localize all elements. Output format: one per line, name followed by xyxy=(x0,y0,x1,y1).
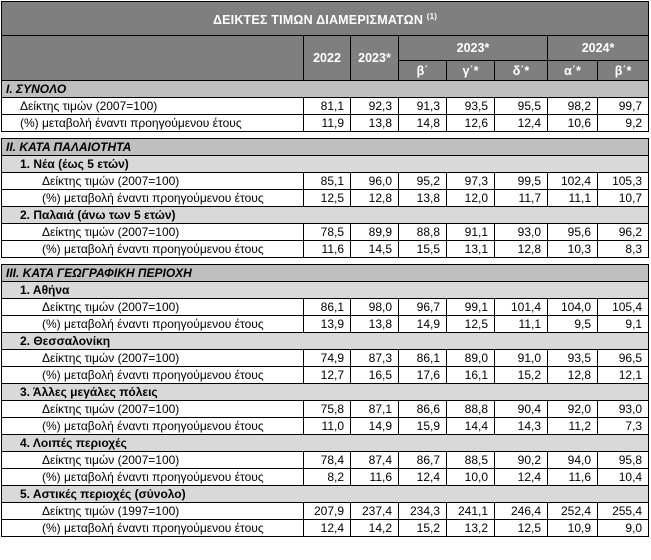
value-cell: 13,2 xyxy=(447,520,495,537)
value-cell: 90,4 xyxy=(495,401,548,418)
table-title xyxy=(2,2,649,36)
table-row xyxy=(2,190,649,207)
spacer-cell xyxy=(2,258,649,265)
value-cell: 11,7 xyxy=(495,190,548,207)
table-row xyxy=(2,452,649,469)
header-2023-annual: 2023* xyxy=(351,36,399,81)
value-cell: 16,1 xyxy=(447,367,495,384)
subsection-header-row xyxy=(2,384,649,401)
value-cell: 81,1 xyxy=(304,98,351,115)
value-cell: 15,5 xyxy=(399,241,447,258)
value-cell: 87,1 xyxy=(351,401,399,418)
value-cell: 15,2 xyxy=(399,520,447,537)
value-cell: 95,5 xyxy=(495,98,548,115)
table-row xyxy=(2,98,649,115)
subsection-header-row xyxy=(2,435,649,452)
table-title-text: ΔΕΙΚΤΕΣ ΤΙΜΩΝ ΔΙΑΜΕΡΙΣΜΑΤΩΝ xyxy=(212,13,424,28)
value-cell: 12,8 xyxy=(548,367,598,384)
subsection-header-row xyxy=(2,282,649,299)
value-cell: 91,3 xyxy=(399,98,447,115)
value-cell: 11,1 xyxy=(548,190,598,207)
value-cell: 99,5 xyxy=(495,173,548,190)
value-cell: 96,7 xyxy=(399,299,447,316)
table-row xyxy=(2,241,649,258)
section-title: II. ΚΑΤΑ ΠΑΛΑΙΟΤΗΤΑ xyxy=(2,139,649,156)
value-cell: 93,5 xyxy=(548,350,598,367)
header-blank-cell xyxy=(2,36,304,81)
value-cell: 12,8 xyxy=(351,190,399,207)
value-cell: 91,1 xyxy=(447,224,495,241)
table-row xyxy=(2,316,649,333)
row-label: (%) μεταβολή έναντι προηγούμενου έτους xyxy=(2,469,304,486)
table-title-row xyxy=(2,2,649,36)
value-cell: 87,4 xyxy=(351,452,399,469)
value-cell: 105,3 xyxy=(598,173,649,190)
value-cell: 94,0 xyxy=(548,452,598,469)
header-2024-q2: β΄* xyxy=(598,61,649,81)
value-cell: 14,9 xyxy=(399,316,447,333)
value-cell: 75,8 xyxy=(304,401,351,418)
value-cell: 14,8 xyxy=(399,115,447,132)
value-cell: 9,5 xyxy=(548,316,598,333)
value-cell: 97,3 xyxy=(447,173,495,190)
row-label: (%) μεταβολή έναντι προηγούμενου έτους xyxy=(2,520,304,537)
value-cell: 88,8 xyxy=(399,224,447,241)
value-cell: 104,0 xyxy=(548,299,598,316)
value-cell: 11,9 xyxy=(304,115,351,132)
value-cell: 12,4 xyxy=(495,115,548,132)
row-label: (%) μεταβολή έναντι προηγούμενου έτους xyxy=(2,316,304,333)
value-cell: 101,4 xyxy=(495,299,548,316)
table-row xyxy=(2,224,649,241)
subsection-header-row xyxy=(2,486,649,503)
value-cell: 8,2 xyxy=(304,469,351,486)
value-cell: 13,8 xyxy=(399,190,447,207)
value-cell: 252,4 xyxy=(548,503,598,520)
value-cell: 12,6 xyxy=(447,115,495,132)
section-header-row xyxy=(2,139,649,156)
table-row xyxy=(2,401,649,418)
value-cell: 12,1 xyxy=(598,367,649,384)
section-spacer xyxy=(2,132,649,139)
value-cell: 11,2 xyxy=(548,418,598,435)
value-cell: 11,6 xyxy=(304,241,351,258)
value-cell: 89,0 xyxy=(447,350,495,367)
subsection-title: 5. Αστικές περιοχές (σύνολο) xyxy=(2,486,649,503)
value-cell: 88,5 xyxy=(447,452,495,469)
row-label: (%) μεταβολή έναντι προηγούμενου έτους xyxy=(2,367,304,384)
value-cell: 9,1 xyxy=(598,316,649,333)
value-cell: 10,9 xyxy=(548,520,598,537)
subsection-header-row xyxy=(2,207,649,224)
value-cell: 95,8 xyxy=(598,452,649,469)
value-cell: 96,0 xyxy=(351,173,399,190)
row-label: Δείκτης τιμών (1997=100) xyxy=(2,503,304,520)
value-cell: 10,4 xyxy=(598,469,649,486)
value-cell: 86,1 xyxy=(399,350,447,367)
table-title-footnote: (1) xyxy=(426,11,438,21)
row-label: Δείκτης τιμών (2007=100) xyxy=(2,401,304,418)
value-cell: 15,2 xyxy=(495,367,548,384)
value-cell: 12,8 xyxy=(495,241,548,258)
table-row xyxy=(2,469,649,486)
price-index-table-container xyxy=(1,1,650,558)
header-2022: 2022 xyxy=(304,36,351,81)
row-label: (%) μεταβολή έναντι προηγούμενου έτους xyxy=(2,418,304,435)
section-title: I. ΣΥΝΟΛΟ xyxy=(2,81,649,98)
value-cell: 14,9 xyxy=(351,418,399,435)
row-label: Δείκτης τιμών (2007=100) xyxy=(2,98,304,115)
value-cell: 92,3 xyxy=(351,98,399,115)
section-header-row xyxy=(2,265,649,282)
value-cell: 14,4 xyxy=(447,418,495,435)
header-row-1 xyxy=(2,36,649,61)
value-cell: 95,2 xyxy=(399,173,447,190)
value-cell: 12,5 xyxy=(495,520,548,537)
value-cell: 13,1 xyxy=(447,241,495,258)
value-cell: 13,8 xyxy=(351,115,399,132)
value-cell: 13,9 xyxy=(304,316,351,333)
table-row xyxy=(2,115,649,132)
row-label: Δείκτης τιμών (2007=100) xyxy=(2,299,304,316)
value-cell: 237,4 xyxy=(351,503,399,520)
value-cell: 78,4 xyxy=(304,452,351,469)
value-cell: 95,6 xyxy=(548,224,598,241)
section-spacer xyxy=(2,258,649,265)
subsection-header-row xyxy=(2,333,649,350)
value-cell: 12,4 xyxy=(495,469,548,486)
value-cell: 16,5 xyxy=(351,367,399,384)
value-cell: 105,4 xyxy=(598,299,649,316)
row-label: (%) μεταβολή έναντι προηγούμενου έτους xyxy=(2,115,304,132)
value-cell: 11,6 xyxy=(351,469,399,486)
value-cell: 88,8 xyxy=(447,401,495,418)
header-2024-quarters: 2024* xyxy=(548,36,649,61)
value-cell: 11,1 xyxy=(495,316,548,333)
value-cell: 98,2 xyxy=(548,98,598,115)
value-cell: 86,6 xyxy=(399,401,447,418)
value-cell: 102,4 xyxy=(548,173,598,190)
value-cell: 92,0 xyxy=(548,401,598,418)
value-cell: 91,0 xyxy=(495,350,548,367)
value-cell: 10,6 xyxy=(548,115,598,132)
value-cell: 12,0 xyxy=(447,190,495,207)
table-row xyxy=(2,418,649,435)
value-cell: 10,0 xyxy=(447,469,495,486)
value-cell: 93,0 xyxy=(598,401,649,418)
value-cell: 74,9 xyxy=(304,350,351,367)
value-cell: 241,1 xyxy=(447,503,495,520)
value-cell: 96,2 xyxy=(598,224,649,241)
header-2024-q1: α΄* xyxy=(548,61,598,81)
value-cell: 17,6 xyxy=(399,367,447,384)
subsection-title: 1. Αθήνα xyxy=(2,282,649,299)
value-cell: 10,3 xyxy=(548,241,598,258)
table-row xyxy=(2,173,649,190)
subsection-title: 1. Νέα (έως 5 ετών) xyxy=(2,156,649,173)
header-2023-q3: γ΄* xyxy=(447,61,495,81)
row-label: Δείκτης τιμών (2007=100) xyxy=(2,452,304,469)
subsection-header-row xyxy=(2,156,649,173)
value-cell: 246,4 xyxy=(495,503,548,520)
value-cell: 86,7 xyxy=(399,452,447,469)
table-row xyxy=(2,367,649,384)
row-label: (%) μεταβολή έναντι προηγούμενου έτους xyxy=(2,241,304,258)
value-cell: 93,5 xyxy=(447,98,495,115)
value-cell: 12,4 xyxy=(304,520,351,537)
value-cell: 78,5 xyxy=(304,224,351,241)
value-cell: 90,2 xyxy=(495,452,548,469)
value-cell: 96,5 xyxy=(598,350,649,367)
subsection-title: 2. Θεσσαλονίκη xyxy=(2,333,649,350)
value-cell: 11,6 xyxy=(548,469,598,486)
section-title: III. ΚΑΤΑ ΓΕΩΓΡΑΦΙΚΗ ΠΕΡΙΟΧΗ xyxy=(2,265,649,282)
row-label: Δείκτης τιμών (2007=100) xyxy=(2,173,304,190)
row-label: Δείκτης τιμών (2007=100) xyxy=(2,350,304,367)
subsection-title: 4. Λοιπές περιοχές xyxy=(2,435,649,452)
value-cell: 13,8 xyxy=(351,316,399,333)
value-cell: 85,1 xyxy=(304,173,351,190)
section-header-row xyxy=(2,81,649,98)
value-cell: 87,3 xyxy=(351,350,399,367)
value-cell: 12,5 xyxy=(304,190,351,207)
value-cell: 7,3 xyxy=(598,418,649,435)
value-cell: 10,7 xyxy=(598,190,649,207)
value-cell: 12,4 xyxy=(399,469,447,486)
value-cell: 93,0 xyxy=(495,224,548,241)
table-row xyxy=(2,299,649,316)
value-cell: 14,2 xyxy=(351,520,399,537)
value-cell: 12,5 xyxy=(447,316,495,333)
header-2023-q4: δ΄* xyxy=(495,61,548,81)
value-cell: 89,9 xyxy=(351,224,399,241)
header-2023-quarters: 2023* xyxy=(399,36,548,61)
table-row xyxy=(2,350,649,367)
value-cell: 98,0 xyxy=(351,299,399,316)
subsection-title: 2. Παλαιά (άνω των 5 ετών) xyxy=(2,207,649,224)
spacer-cell xyxy=(2,132,649,139)
value-cell: 8,3 xyxy=(598,241,649,258)
value-cell: 9,2 xyxy=(598,115,649,132)
apartment-price-index-table xyxy=(1,1,649,537)
row-label: Δείκτης τιμών (2007=100) xyxy=(2,224,304,241)
value-cell: 234,3 xyxy=(399,503,447,520)
value-cell: 255,4 xyxy=(598,503,649,520)
subsection-title: 3. Άλλες μεγάλες πόλεις xyxy=(2,384,649,401)
value-cell: 14,5 xyxy=(351,241,399,258)
value-cell: 9,0 xyxy=(598,520,649,537)
value-cell: 99,1 xyxy=(447,299,495,316)
table-row xyxy=(2,503,649,520)
header-2023-q2: β΄ xyxy=(399,61,447,81)
value-cell: 207,9 xyxy=(304,503,351,520)
table-row xyxy=(2,520,649,537)
value-cell: 15,9 xyxy=(399,418,447,435)
row-label: (%) μεταβολή έναντι προηγούμενου έτους xyxy=(2,190,304,207)
value-cell: 14,3 xyxy=(495,418,548,435)
value-cell: 12,7 xyxy=(304,367,351,384)
value-cell: 86,1 xyxy=(304,299,351,316)
value-cell: 11,0 xyxy=(304,418,351,435)
value-cell: 99,7 xyxy=(598,98,649,115)
